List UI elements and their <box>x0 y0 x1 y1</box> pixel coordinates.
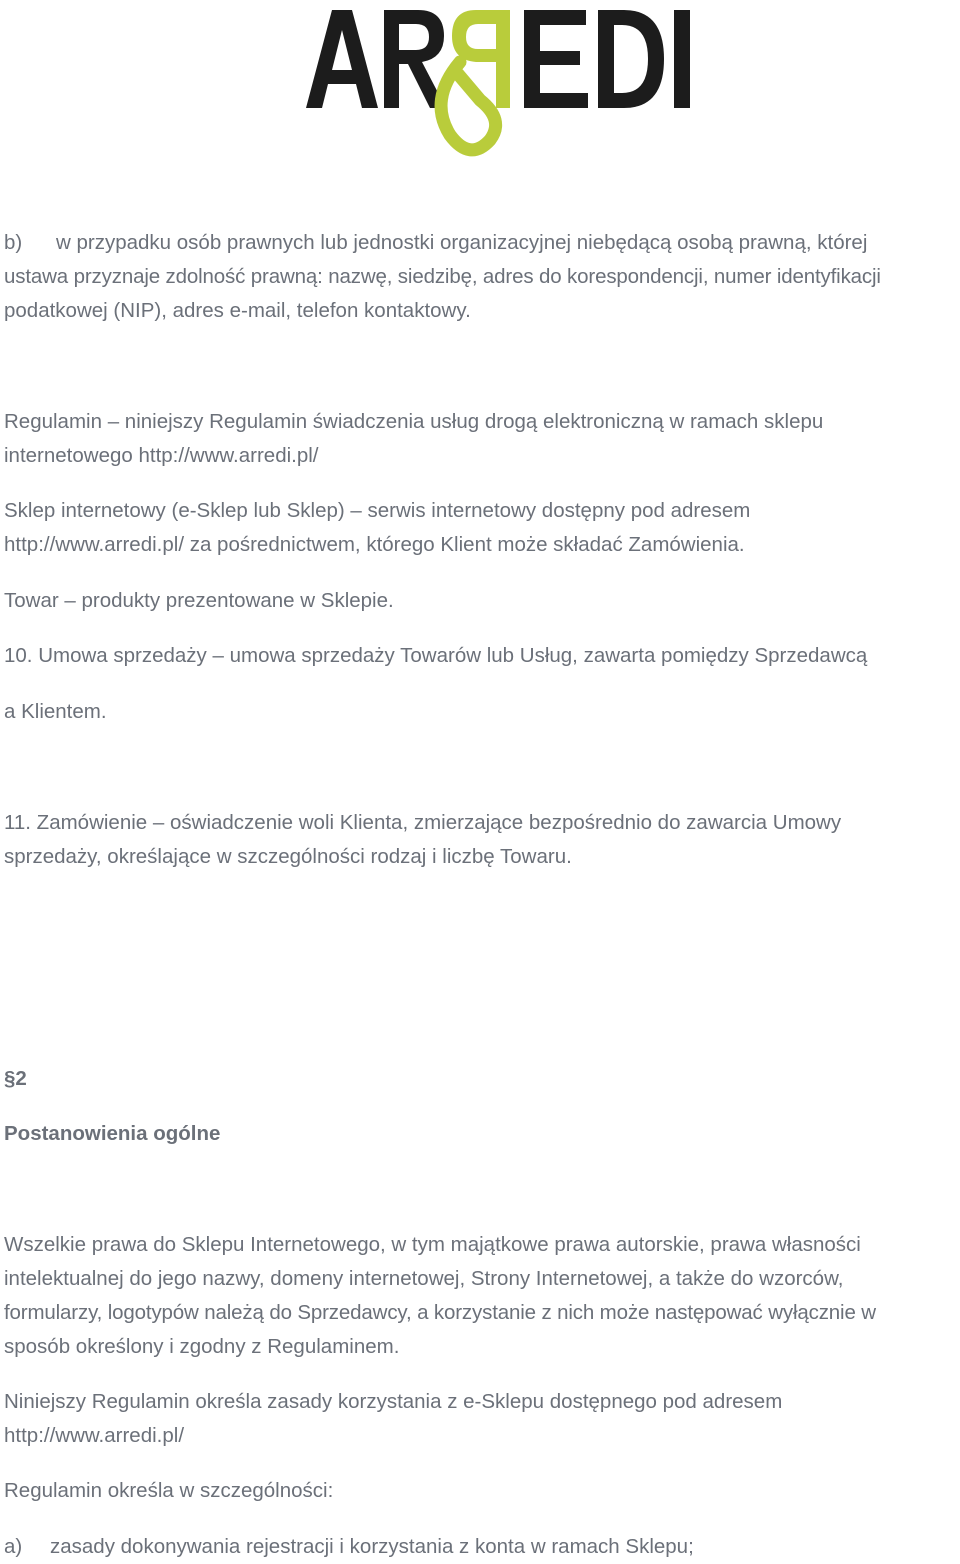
section-number: §2 <box>4 1067 27 1090</box>
paragraph-line: intelektualnej do jego nazwy, domeny internetowej, Strony Internetowej, a także do wzorców, <box>4 1267 844 1290</box>
paragraph-line: a Klientem. <box>4 700 107 723</box>
definition-sklep: Sklep internetowy (e-Sklep lub Sklep) – serwis internetowy dostępny pod adresem <box>4 499 751 522</box>
list-marker: a) <box>4 1535 23 1558</box>
paragraph-line <box>4 226 867 260</box>
section-title: Postanowienia ogólne <box>4 1122 221 1145</box>
paragraph-text: w przypadku osób prawnych lub jednostki organizacyjnej niebędącą osobą prawną, której <box>56 231 868 254</box>
paragraph-line: sposób określony i zgodny z Regulaminem. <box>4 1335 400 1358</box>
list-item-text: zasady dokonywania rejestracji i korzystania z konta w ramach Sklepu; <box>50 1535 694 1558</box>
definition-zamowienie: 11. Zamówienie – oświadczenie woli Klienta, zmierzające bezpośrednio do zawarcia Umowy <box>4 811 842 834</box>
paragraph-line: http://www.arredi.pl/ <box>4 1424 185 1447</box>
paragraph-line: podatkowej (NIP), adres e-mail, telefon kontaktowy. <box>4 299 471 322</box>
paragraph-line: http://www.arredi.pl/ za pośrednictwem, którego Klient może składać Zamówienia. <box>4 533 745 556</box>
paragraph-line: formularzy, logotypów należą do Sprzedawcy, a korzystanie z nich może następować wyłącznie w <box>4 1301 876 1324</box>
definition-regulamin: Regulamin – niniejszy Regulamin świadczenia usług drogą elektroniczną w ramach sklepu <box>4 410 824 433</box>
paragraph-line: Niniejszy Regulamin określa zasady korzystania z e-Sklepu dostępnego pod adresem <box>4 1390 783 1413</box>
paragraph-line: sprzedaży, określające w szczególności rodzaj i liczbę Towaru. <box>4 845 572 868</box>
definition-towar: Towar – produkty prezentowane w Sklepie. <box>4 589 394 612</box>
paragraph-line: ustawa przyznaje zdolność prawną: nazwę, siedzibę, adres do korespondencji, numer identyfikacji <box>4 265 881 288</box>
paragraph-line: Regulamin określa w szczególności: <box>4 1479 334 1502</box>
arredi-logo <box>300 0 700 170</box>
paragraph-line: internetowego http://www.arredi.pl/ <box>4 444 319 467</box>
definition-umowa: 10. Umowa sprzedaży – umowa sprzedaży Towarów lub Usług, zawarta pomiędzy Sprzedawcą <box>4 644 868 667</box>
list-marker: b) <box>4 231 23 254</box>
list-item <box>4 1530 694 1564</box>
paragraph-line: Wszelkie prawa do Sklepu Internetowego, w tym majątkowe prawa autorskie, prawa własności <box>4 1233 861 1256</box>
